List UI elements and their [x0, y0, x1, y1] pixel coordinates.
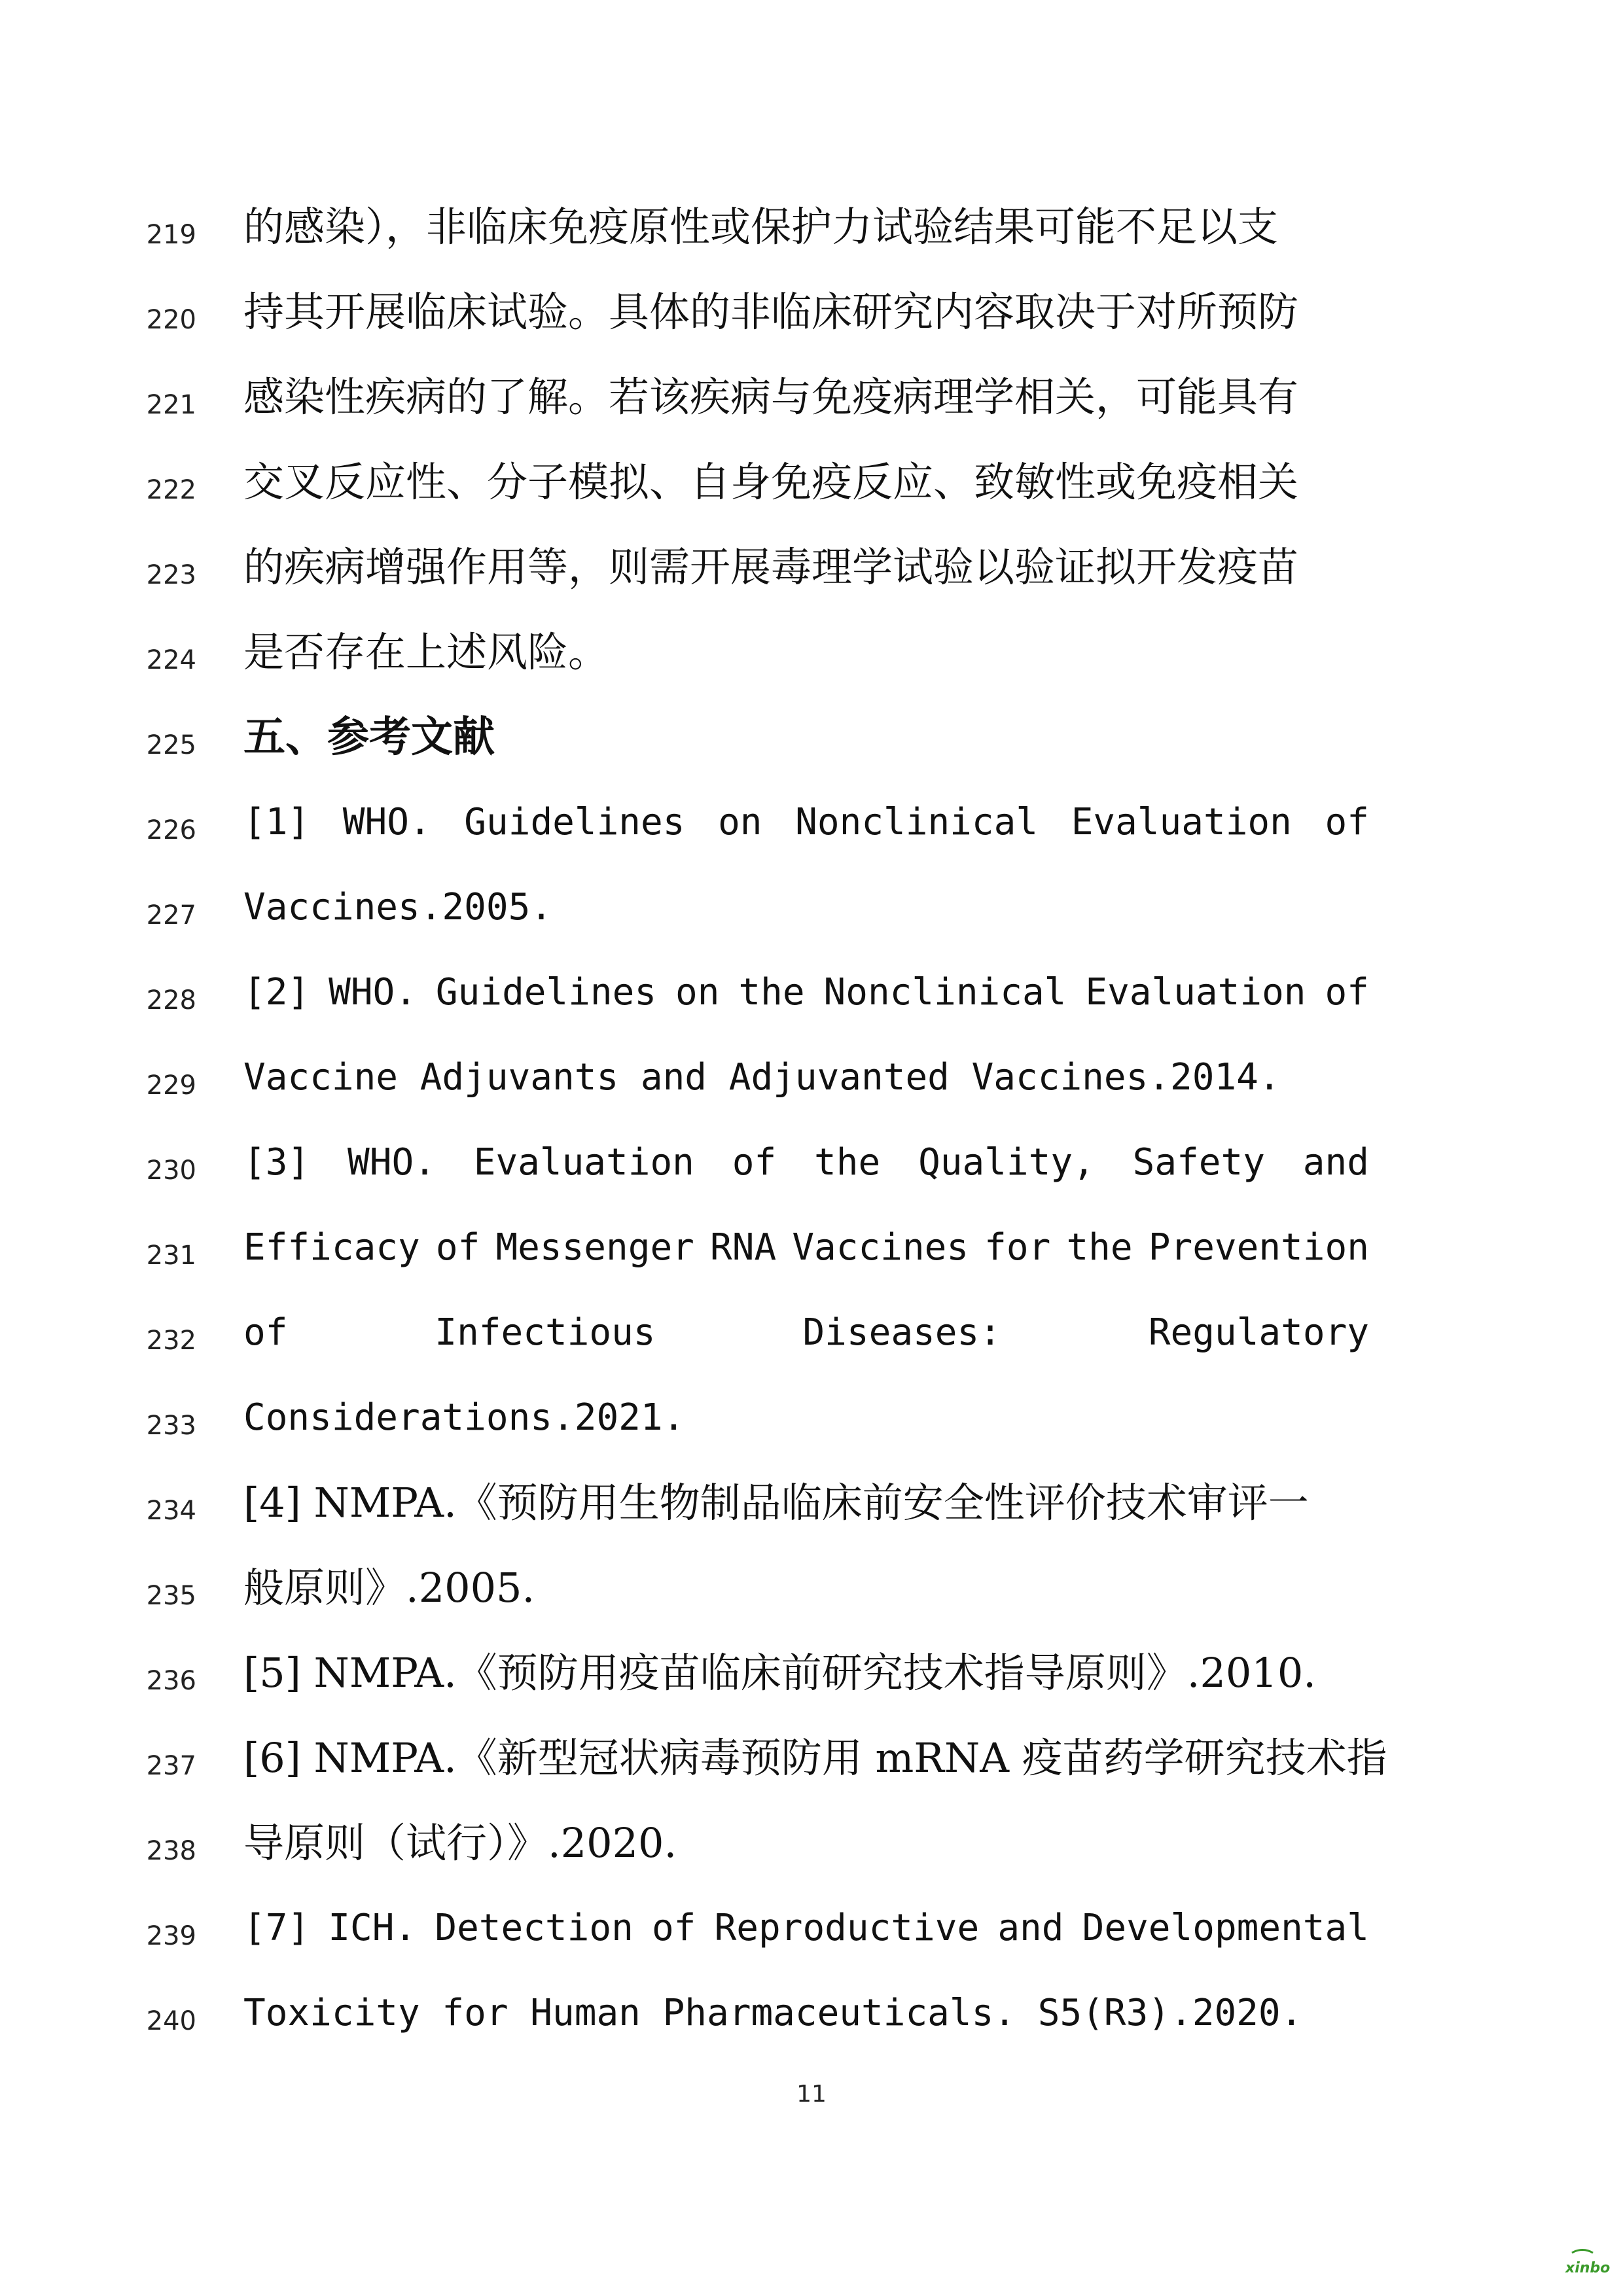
- reference-text: Toxicity for Human Pharmaceuticals. S5(R3).2020.: [243, 1992, 1303, 2034]
- word: Infectious: [435, 1311, 656, 1354]
- word: Diseases:: [802, 1311, 1001, 1354]
- section-heading-text: 五、参考文献: [243, 713, 495, 762]
- reference-line: [0, 1381, 1623, 1466]
- line-number: 231: [146, 1241, 196, 1271]
- word: ICH.: [328, 1907, 417, 1949]
- reference-line: [0, 1551, 1623, 1636]
- reference-line: [0, 1210, 1623, 1296]
- reference-text: [243, 963, 1369, 1022]
- line-number: 234: [146, 1496, 196, 1526]
- word: Efficacy: [243, 1226, 420, 1269]
- word: of: [435, 1226, 480, 1269]
- word: WHO.: [342, 801, 431, 843]
- word: Evaluation: [473, 1141, 694, 1184]
- text-line: [0, 275, 1623, 360]
- line-number: 237: [146, 1751, 196, 1781]
- line-number: 228: [146, 985, 196, 1016]
- reference-text: [243, 1133, 1369, 1192]
- reference-line: [0, 1806, 1623, 1891]
- word: on: [718, 801, 762, 843]
- line-text: 持其开展临床试验。具体的非临床研究内容取决于对所预防: [243, 288, 1299, 336]
- word: WHO.: [329, 971, 417, 1014]
- line-number: 220: [146, 305, 196, 335]
- reference-text: 导原则（试行）》.2020.: [243, 1819, 677, 1867]
- reference-text: Vaccine Adjuvants and Adjuvanted Vaccines.2014.: [243, 1056, 1281, 1099]
- word: Safety: [1132, 1141, 1265, 1184]
- line-number: 226: [146, 815, 196, 845]
- line-number: 225: [146, 730, 196, 760]
- word: Evaluation: [1085, 971, 1306, 1014]
- line-number: 221: [146, 390, 196, 420]
- line-text: 是否存在上述风险。: [243, 628, 609, 676]
- line-number: 222: [146, 475, 196, 505]
- word: Reproductive: [714, 1907, 980, 1949]
- reference-line: [0, 870, 1623, 955]
- word: of: [732, 1141, 777, 1184]
- line-number: 238: [146, 1836, 196, 1866]
- text-line: [0, 530, 1623, 615]
- reference-line: [0, 1976, 1623, 2061]
- svg-text:xinbo: xinbo: [1565, 2260, 1611, 2276]
- word: for: [984, 1226, 1051, 1269]
- word: [3]: [243, 1141, 310, 1184]
- word: Detection: [435, 1907, 633, 1949]
- word: the: [1066, 1226, 1133, 1269]
- word: Messenger: [495, 1226, 694, 1269]
- reference-text: [4] NMPA.《预防用生物制品临床前安全性评价技术审评一: [243, 1479, 1309, 1527]
- word: of: [651, 1907, 696, 1949]
- line-number: 224: [146, 645, 196, 675]
- line-number: 240: [146, 2006, 196, 2036]
- word: [2]: [243, 971, 310, 1014]
- word: Prevention: [1148, 1226, 1369, 1269]
- line-number: 236: [146, 1666, 196, 1696]
- reference-text: Considerations.2021.: [243, 1396, 685, 1439]
- text-line: [0, 615, 1623, 700]
- word: of: [1325, 971, 1369, 1014]
- line-number: 223: [146, 560, 196, 590]
- reference-line: [0, 955, 1623, 1040]
- reference-text: [243, 1899, 1369, 1958]
- word: on: [675, 971, 720, 1014]
- text-line: [0, 445, 1623, 530]
- word: Nonclinical: [795, 801, 1039, 843]
- word: of: [1325, 801, 1369, 843]
- word: Vaccines: [792, 1226, 969, 1269]
- word: Evaluation: [1071, 801, 1292, 843]
- reference-text: [5] NMPA.《预防用疫苗临床前研究技术指导原则》.2010.: [243, 1649, 1316, 1697]
- reference-text: [243, 1218, 1369, 1277]
- line-text: 交叉反应性、分子模拟、自身免疫反应、致敏性或免疫相关: [243, 458, 1299, 506]
- reference-text: 般原则》.2005.: [243, 1564, 535, 1612]
- word: [7]: [243, 1907, 310, 1949]
- word: RNA: [710, 1226, 777, 1269]
- line-number: 233: [146, 1411, 196, 1441]
- word: and: [997, 1907, 1064, 1949]
- word: and: [1302, 1141, 1369, 1184]
- line-number: 227: [146, 900, 196, 930]
- reference-text: [6] NMPA.《新型冠状病毒预防用 mRNA 疫苗药学研究技术指: [243, 1734, 1387, 1782]
- line-text: 的感染），非临床免疫原性或保护力试验结果可能不足以支: [243, 203, 1279, 251]
- reference-line: [0, 1040, 1623, 1125]
- line-number: 229: [146, 1070, 196, 1101]
- text-line: [0, 360, 1623, 445]
- section-heading: [0, 700, 1623, 785]
- reference-line: [0, 1891, 1623, 1976]
- reference-text: [243, 793, 1369, 852]
- word: Guidelines: [435, 971, 657, 1014]
- word: the: [738, 971, 805, 1014]
- line-number: 219: [146, 220, 196, 250]
- word: Nonclinical: [823, 971, 1067, 1014]
- line-text: 的疾病增强作用等，则需开展毒理学试验以验证拟开发疫苗: [243, 543, 1299, 591]
- text-line: [0, 190, 1623, 275]
- word: Guidelines: [464, 801, 685, 843]
- line-number: 232: [146, 1326, 196, 1356]
- reference-line: [0, 1125, 1623, 1210]
- reference-text: Vaccines.2005.: [243, 886, 553, 928]
- word: [1]: [243, 801, 310, 843]
- word: Developmental: [1082, 1907, 1369, 1949]
- reference-text: [243, 1303, 1369, 1362]
- reference-line: [0, 1721, 1623, 1806]
- page-number: 11: [796, 2081, 827, 2108]
- word: of: [243, 1311, 288, 1354]
- line-text: 感染性疾病的了解。若该疾病与免疫病理学相关，可能具有: [243, 373, 1299, 421]
- line-number: 230: [146, 1156, 196, 1186]
- word: Regulatory: [1148, 1311, 1369, 1354]
- reference-line: [0, 785, 1623, 870]
- reference-line: [0, 1296, 1623, 1381]
- reference-line: [0, 1466, 1623, 1551]
- line-number: 239: [146, 1921, 196, 1951]
- word: WHO.: [348, 1141, 436, 1184]
- reference-line: [0, 1636, 1623, 1721]
- word: the: [814, 1141, 881, 1184]
- line-number: 235: [146, 1581, 196, 1611]
- xinbo-logo-icon: [1564, 2248, 1616, 2280]
- word: Quality,: [918, 1141, 1095, 1184]
